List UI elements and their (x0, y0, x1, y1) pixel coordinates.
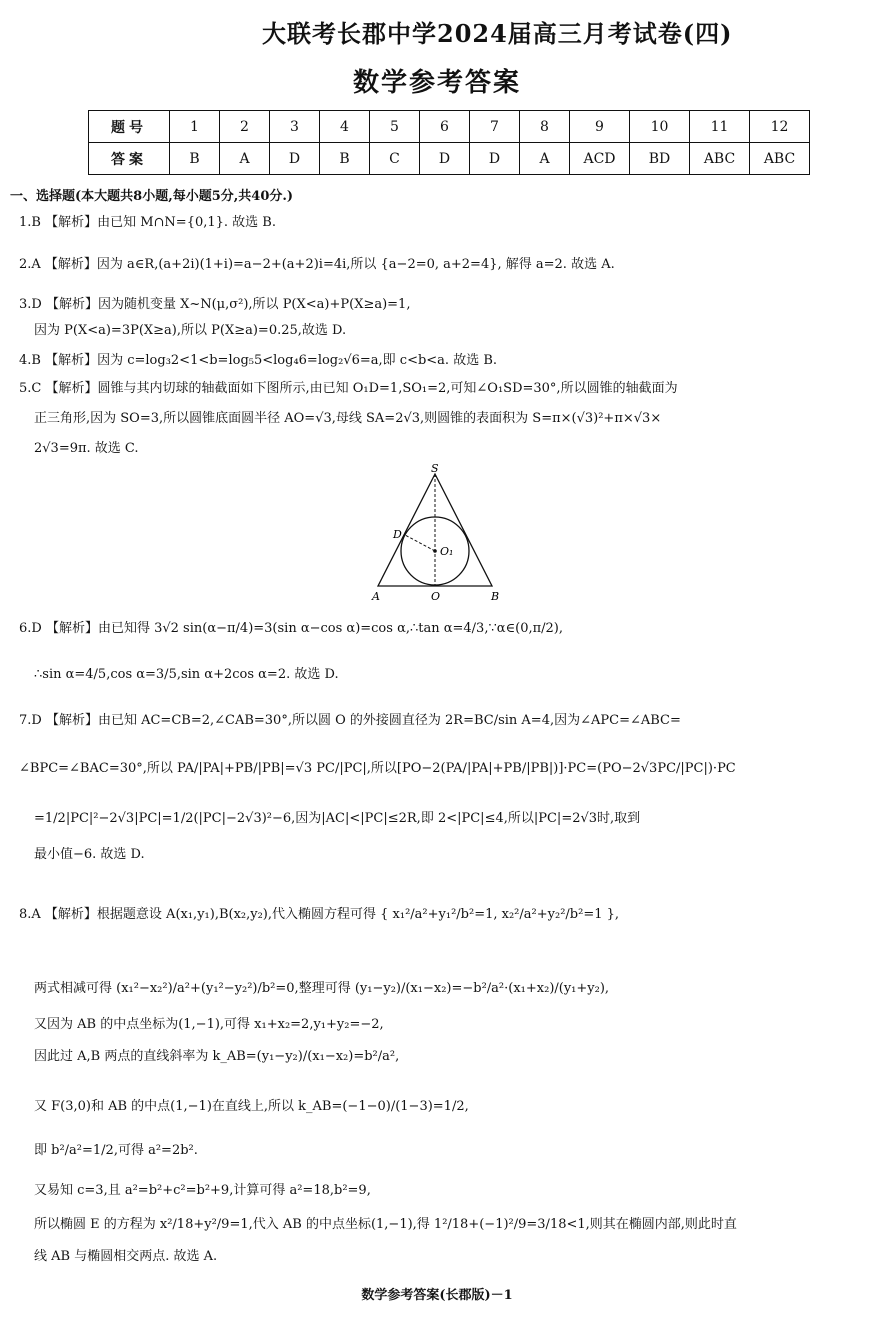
solution-line: 因为 P(X<a)=3P(X≥a),所以 P(X≥a)=0.25,故选 D. (34, 323, 347, 338)
table-cell: 5 (370, 111, 420, 143)
solution-line: 8.A 【解析】根据题意设 A(x₁,y₁),B(x₂,y₂),代入椭圆方程可得 { x₁²/a²+y₁²/b²=1, x₂²/a²+y₂²/b²=1 }, (19, 907, 620, 922)
table-cell: 10 (630, 111, 690, 143)
answer-table-row-answers (89, 143, 810, 175)
solution-line: 两式相减可得 (x₁²−x₂²)/a²+(y₁²−y₂²)/b²=0,整理可得 (y₁−y₂)/(x₁−x₂)=−b²/a²·(x₁+x₂)/(y₁+y₂), (34, 981, 610, 996)
table-cell: 2 (220, 111, 270, 143)
table-cell: ABC (690, 143, 750, 175)
label-b: B (491, 590, 500, 603)
solution-line: 正三角形,因为 SO=3,所以圆锥底面圆半径 AO=√3,母线 SA=2√3,则圆锥的表面积为 S=π×(√3)²+π×√3× (34, 411, 662, 426)
page-title: 大联考长郡中学2024届高三月考试卷(四) (262, 19, 733, 48)
solution-line: 6.D 【解析】由已知得 3√2 sin(α−π/4)=3(sin α−cos α)=cos α,∴tan α=4/3,∵α∈(0,π/2), (19, 621, 564, 636)
table-cell: D (470, 143, 520, 175)
table-cell: C (370, 143, 420, 175)
table-cell: ACD (570, 143, 630, 175)
solution-line: 线 AB 与椭圆相交两点. 故选 A. (34, 1249, 218, 1264)
page-footer: 数学参考答案(长郡版)－1 (361, 1288, 513, 1303)
solution-line: 1.B 【解析】由已知 M∩N={0,1}. 故选 B. (19, 215, 276, 230)
solution-line: 又易知 c=3,且 a²=b²+c²=b²+9,计算可得 a²=18,b²=9, (34, 1183, 371, 1198)
solution-line: 2√3=9π. 故选 C. (34, 441, 139, 456)
table-cell: D (420, 143, 470, 175)
solution-line: 又因为 AB 的中点坐标为(1,−1),可得 x₁+x₂=2,y₁+y₂=−2, (34, 1017, 384, 1032)
solution-line: 4.B 【解析】因为 c=log₃2<1<b=log₅5<log₄6=log₂√6=a,即 c<b<a. 故选 B. (19, 353, 498, 368)
table-cell: 9 (570, 111, 630, 143)
table-cell: A (520, 143, 570, 175)
table-cell: A (220, 143, 270, 175)
solution-line: 最小值−6. 故选 D. (34, 847, 145, 862)
solution-line: =1/2|PC|²−2√3|PC|=1/2(|PC|−2√3)²−6,因为|AC|<|PC|≤2R,即 2<|PC|≤4,所以|PC|=2√3时,取到 (34, 811, 641, 826)
answer-table-row-numbers (89, 111, 810, 143)
solution-line: 所以椭圆 E 的方程为 x²/18+y²/9=1,代入 AB 的中点坐标(1,−1),得 1²/18+(−1)²/9=3/18<1,则其在椭圆内部,则此时直 (34, 1217, 737, 1232)
label-o1: O₁ (440, 545, 454, 558)
solution-line: 又 F(3,0)和 AB 的中点(1,−1)在直线上,所以 k_AB=(−1−0)/(1−3)=1/2, (34, 1099, 469, 1114)
solution-line: 7.D 【解析】由已知 AC=CB=2,∠CAB=30°,所以圆 O 的外接圆直径为 2R=BC/sin A=4,因为∠APC=∠ABC= (19, 713, 681, 728)
solution-line: ∠BPC=∠BAC=30°,所以 PA/|PA|+PB/|PB|=√3 PC/|PC|,所以[PO−2(PA/|PA|+PB/|PB|)]·PC=(PO−2√3PC/|PC|)·PC (19, 761, 736, 776)
row-header-number: 题号 (89, 111, 170, 143)
answer-table (88, 110, 810, 175)
cone-cross-section-figure (368, 462, 508, 608)
radius-o1d (405, 535, 435, 551)
solution-line: 5.C 【解析】圆锥与其内切球的轴截面如下图所示,由已知 O₁D=1,SO₁=2,可知∠O₁SD=30°,所以圆锥的轴截面为 (19, 381, 678, 396)
table-cell: B (170, 143, 220, 175)
table-cell: BD (630, 143, 690, 175)
table-cell: 12 (750, 111, 810, 143)
table-cell: 8 (520, 111, 570, 143)
page-subtitle: 数学参考答案 (352, 68, 521, 98)
solution-line: ∴sin α=4/5,cos α=3/5,sin α+2cos α=2. 故选 D. (34, 667, 339, 682)
table-cell: B (320, 143, 370, 175)
label-s: S (431, 462, 439, 475)
solution-line: 因此过 A,B 两点的直线斜率为 k_AB=(y₁−y₂)/(x₁−x₂)=b²/a², (34, 1049, 400, 1064)
table-cell: 7 (470, 111, 520, 143)
table-cell: D (270, 143, 320, 175)
section-header: 一、选择题(本大题共8小题,每小题5分,共40分.) (10, 189, 294, 204)
table-cell: 11 (690, 111, 750, 143)
label-a: A (372, 590, 380, 603)
label-o: O (431, 590, 441, 603)
solution-line: 即 b²/a²=1/2,可得 a²=2b². (34, 1143, 198, 1158)
table-cell: ABC (750, 143, 810, 175)
label-d: D (393, 528, 402, 541)
solution-line: 2.A 【解析】因为 a∈R,(a+2i)(1+i)=a−2+(a+2)i=4i,所以 {a−2=0, a+2=4}, 解得 a=2. 故选 A. (19, 257, 615, 272)
table-cell: 6 (420, 111, 470, 143)
table-cell: 3 (270, 111, 320, 143)
center-point (433, 549, 437, 553)
row-header-answer: 答案 (89, 143, 170, 175)
table-cell: 1 (170, 111, 220, 143)
table-cell: 4 (320, 111, 370, 143)
solution-line: 3.D 【解析】因为随机变量 X~N(μ,σ²),所以 P(X<a)+P(X≥a)=1, (19, 297, 411, 312)
